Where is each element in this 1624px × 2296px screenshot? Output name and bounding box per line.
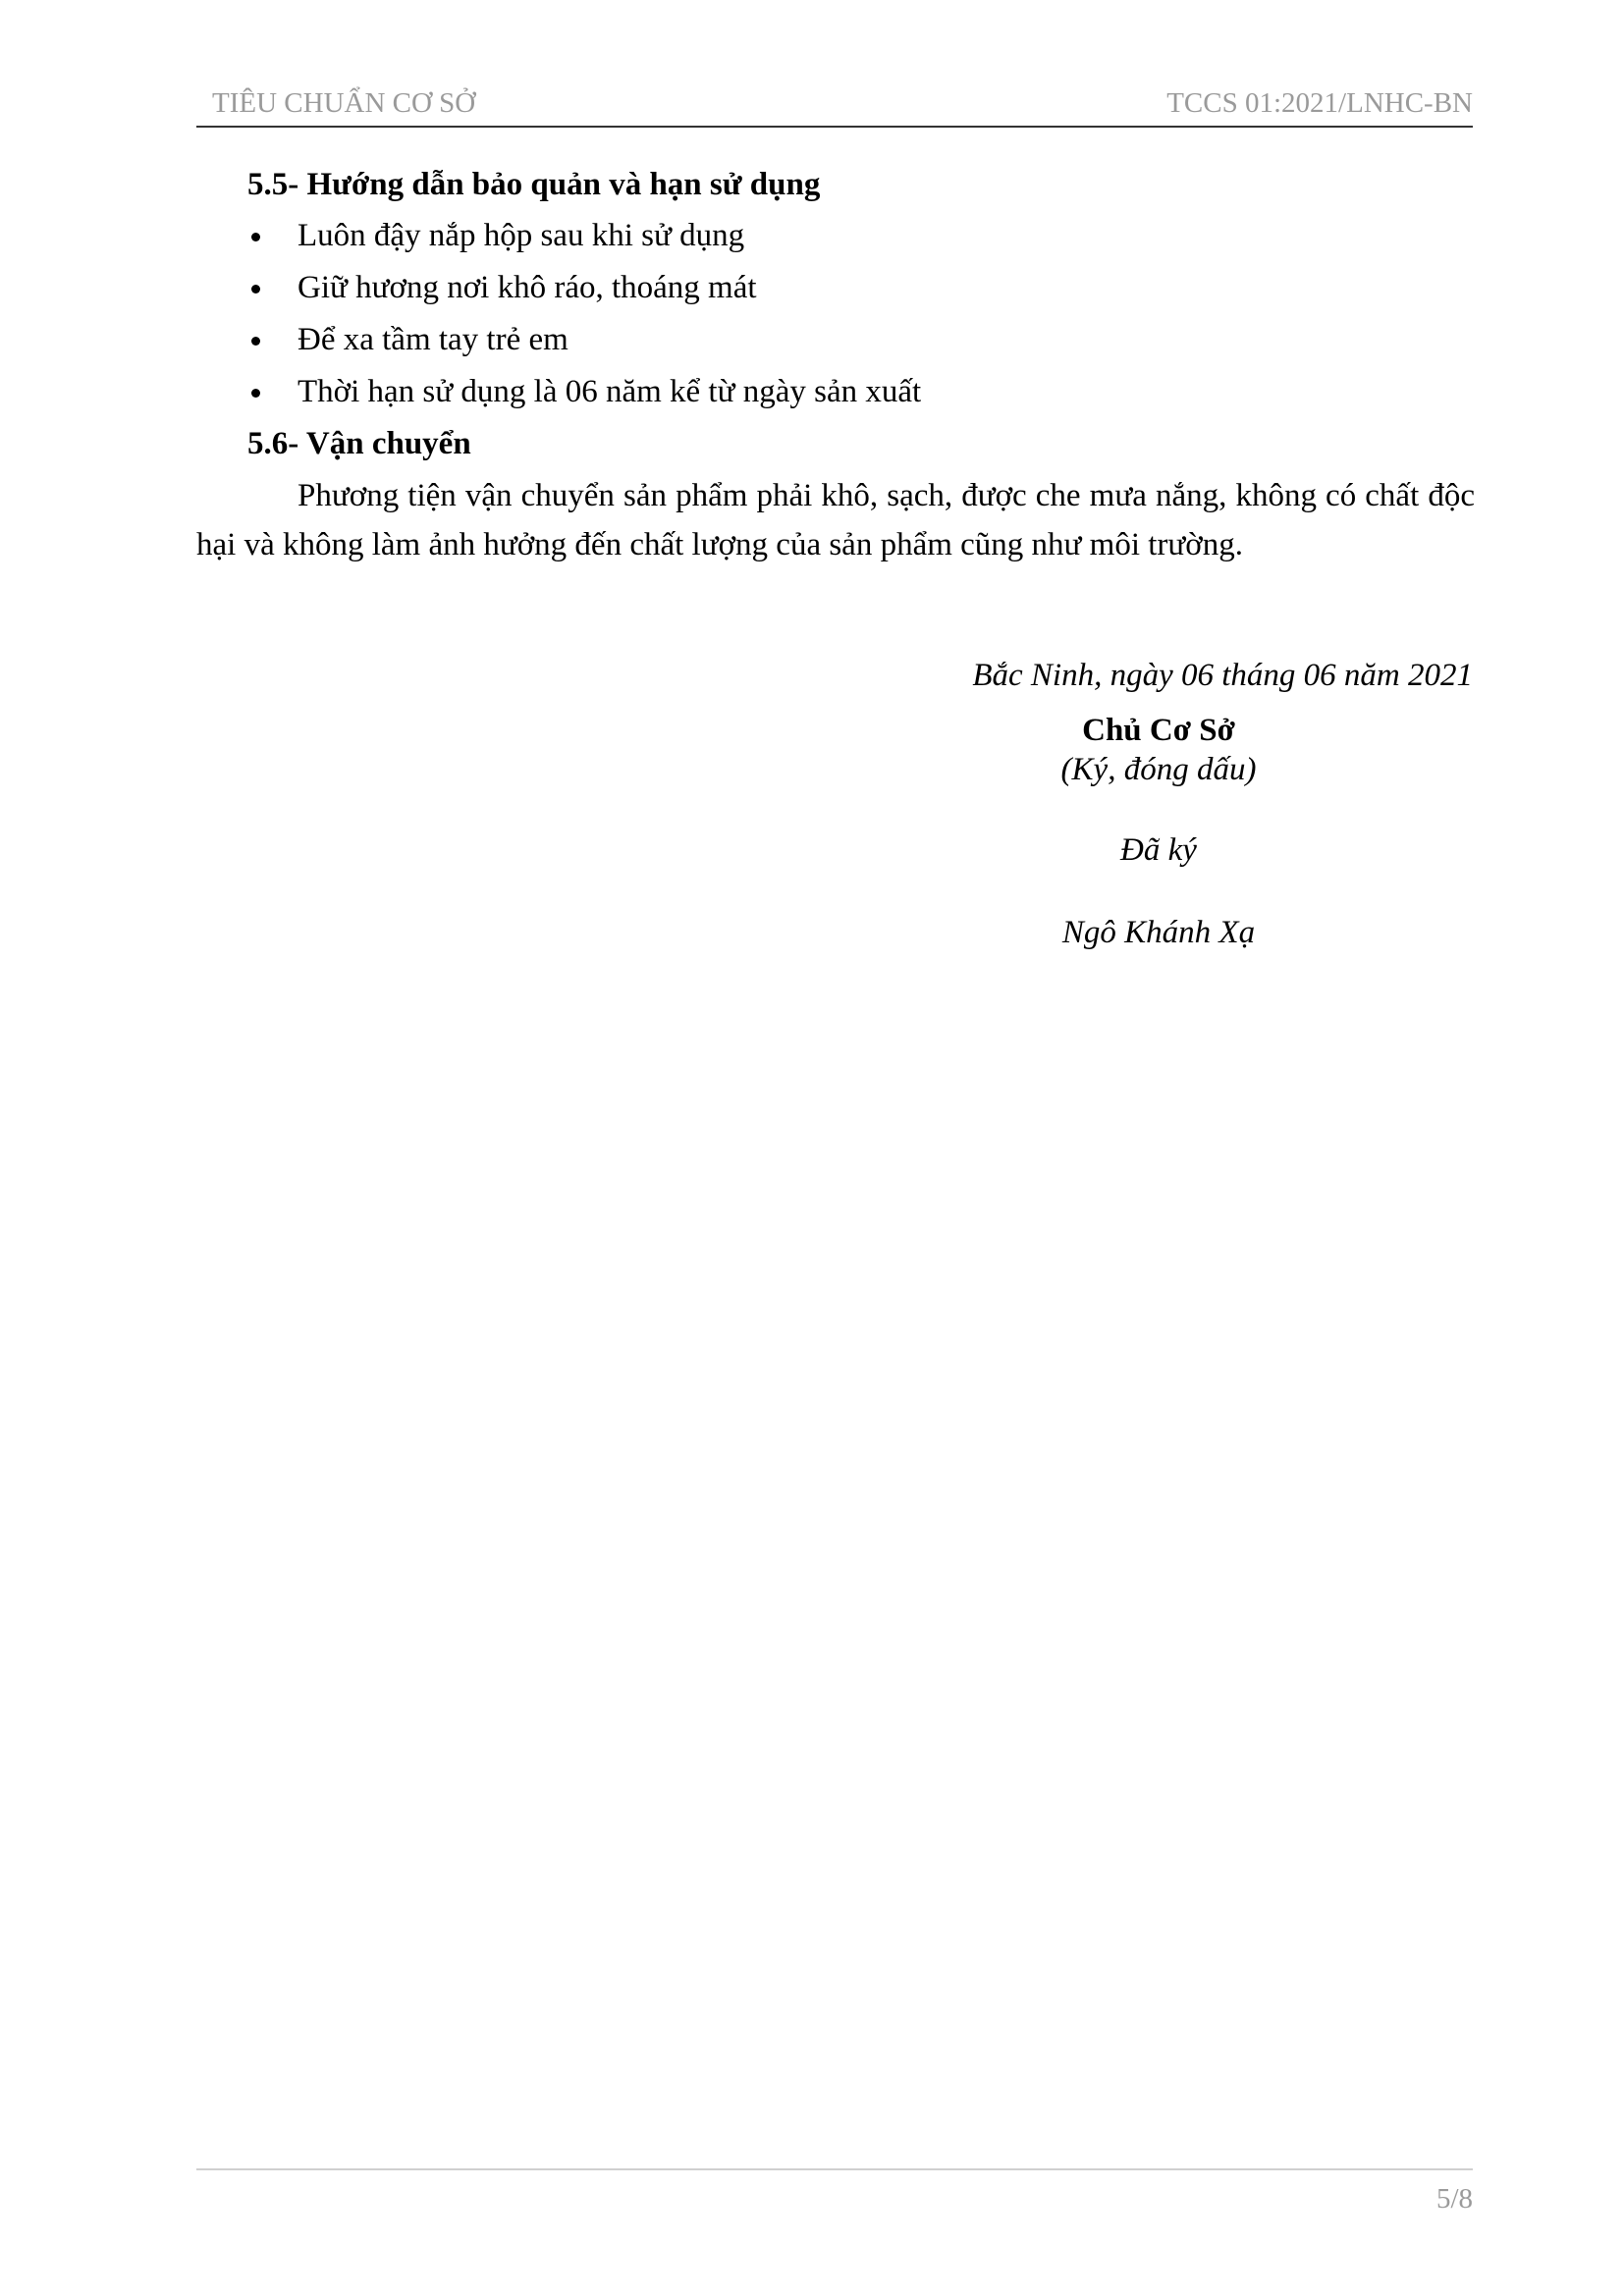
list-item — [196, 216, 1475, 255]
page-number: 5/8 — [1435, 2183, 1473, 2215]
section-heading-storage: 5.5- Hướng dẫn bảo quản và hạn sử dụng — [247, 167, 821, 202]
signature-signed-label: Đã ký — [1120, 832, 1197, 868]
signature-note: (Ký, đóng dấu) — [1060, 752, 1257, 787]
list-item — [196, 320, 1475, 359]
list-item-text: Luôn đậy nắp hộp sau khi sử dụng — [298, 218, 745, 253]
page-header — [196, 86, 1473, 128]
signature-place-date: Bắc Ninh, ngày 06 tháng 06 năm 2021 — [972, 658, 1473, 693]
signature-title: Chủ Cơ Sở — [1082, 713, 1235, 748]
list-item-text: Thời hạn sử dụng là 06 năm kể từ ngày sản xuất — [298, 374, 922, 409]
bullet-icon — [251, 337, 260, 346]
bullet-icon — [251, 389, 260, 398]
bullet-icon — [251, 285, 260, 294]
document-body — [196, 165, 1475, 569]
section-heading-transport: 5.6- Vận chuyển — [247, 426, 471, 461]
transport-paragraph: Phương tiện vận chuyển sản phẩm phải khô, sạch, được che mưa nắng, không có chất độc hại và không làm ảnh hưởng đến chất lượng của sản phẩm cũng như môi trường. — [196, 478, 1475, 562]
signatory-name: Ngô Khánh Xạ — [1061, 915, 1256, 950]
storage-instructions-list — [196, 216, 1475, 411]
list-item-text: Giữ hương nơi khô ráo, thoáng mát — [298, 270, 757, 305]
header-document-code: TCCS 01:2021/LNHC-BN — [1166, 87, 1473, 119]
signature-block — [884, 656, 1473, 952]
header-document-type: TIÊU CHUẨN CƠ SỞ — [212, 87, 476, 119]
list-item — [196, 268, 1475, 307]
list-item — [196, 372, 1475, 411]
page-footer — [196, 2168, 1473, 2215]
bullet-icon — [251, 233, 260, 241]
list-item-text: Để xa tầm tay trẻ em — [298, 322, 568, 357]
